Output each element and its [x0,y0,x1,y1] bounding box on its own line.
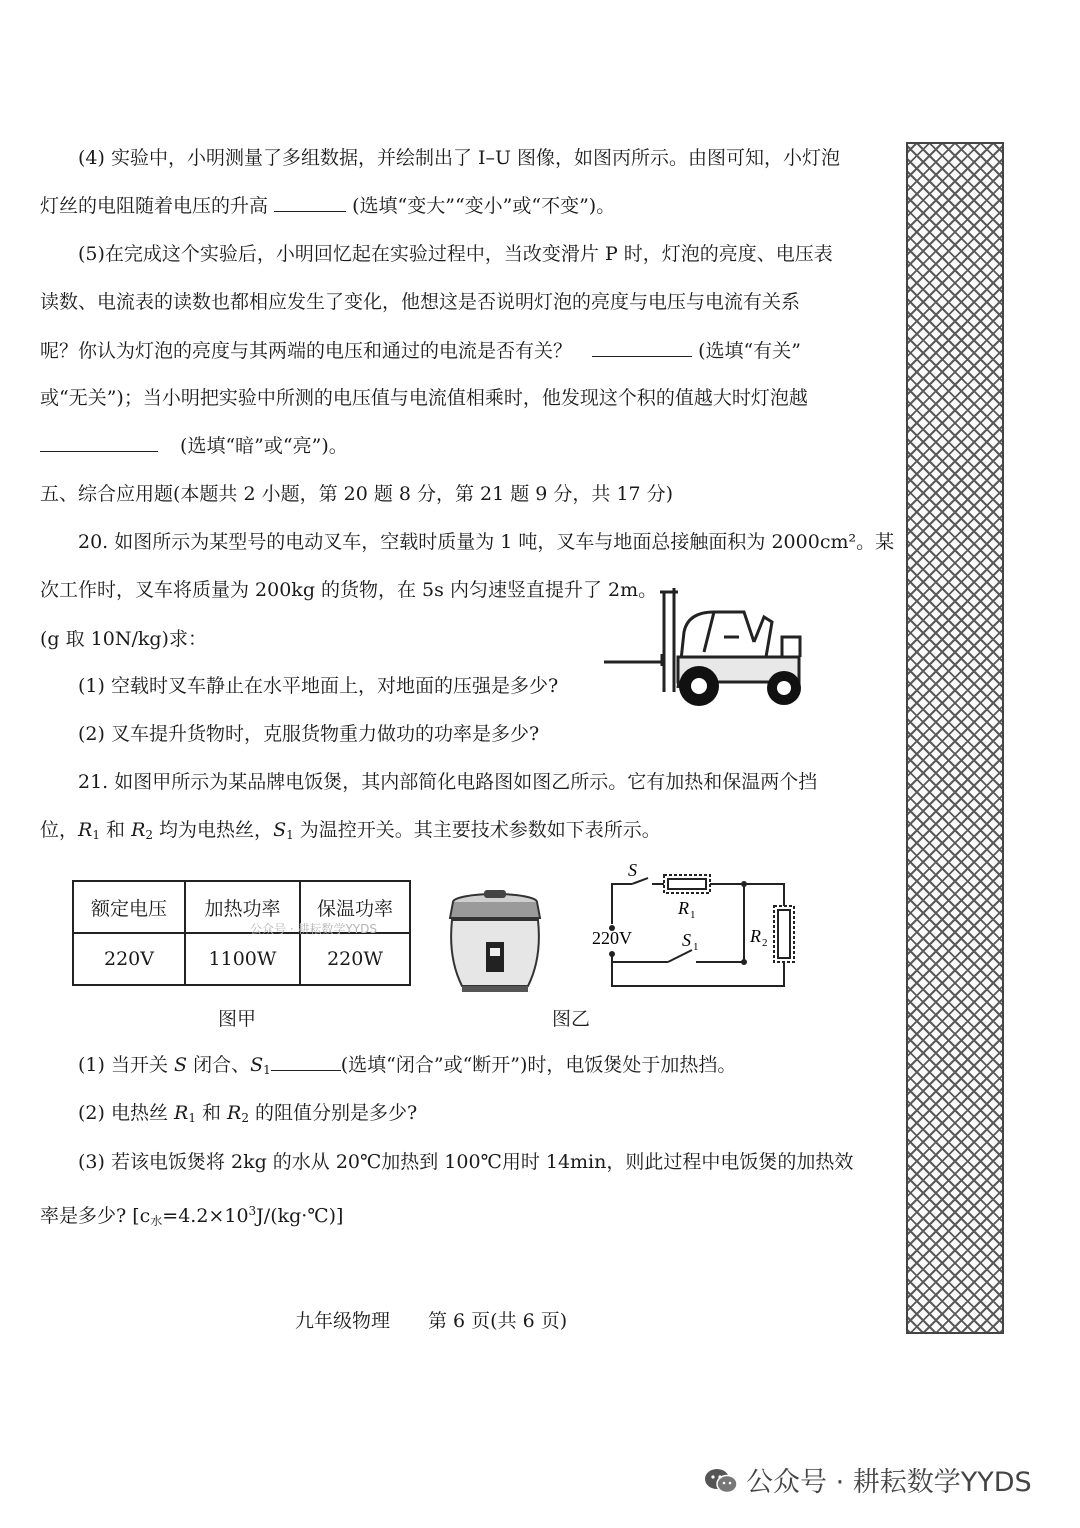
q19-p5-line4: 或“无关”)；当小明把实验中所测的电压值与电流值相乘时，他发现这个积的值越大时灯泡越 [40,387,808,409]
q21-text: 均为电热丝， [153,819,274,841]
r1-label: R [678,898,689,918]
q21-text: (1) 当开关 [78,1054,174,1076]
q19-p5-line1: (5)在完成这个实验后，小明回忆起在实验过程中，当改变滑片 P 时，灯泡的亮度、电压表 [78,243,833,265]
q21-text: (选填“闭合”或“断开”)时，电饭煲处于加热挡。 [340,1054,737,1076]
r-symbol: R [227,1102,242,1124]
q21-line1: 21. 如图甲所示为某品牌电饭煲，其内部简化电路图如图乙所示。它有加热和保温两个挡 [78,771,818,793]
s1-subscript: 1 [693,941,699,953]
r-symbol: R [78,819,93,841]
q21-text: J/(kg·℃)] [256,1205,344,1227]
r2-subscript: 2 [762,937,768,949]
r-symbol: R [174,1102,189,1124]
q21-text: 闭合、 [187,1054,251,1076]
q19-p4-text-a: 灯丝的电阻随着电压的升高 [40,195,269,217]
q21-text: 的阻值分别是多少? [249,1102,418,1124]
figure-caption-jia: 图甲 [218,1008,257,1030]
page-footer: 九年级物理 第 6 页(共 6 页) [295,1310,568,1332]
subscript: 2 [145,828,154,842]
answer-blank[interactable] [592,338,692,357]
subscript: 1 [92,828,100,842]
watermark-inline: 公众号 · 耕耘数学YYDS [250,922,377,936]
table-cell: 220W [300,933,410,985]
q21-sub1 [78,1052,736,1083]
q21-sub2 [78,1100,417,1131]
q21-text: 率是多少? [c [40,1205,151,1227]
figure-caption-yi: 图乙 [552,1008,591,1030]
decorative-border-strip [906,142,1004,1334]
r-symbol: R [131,819,146,841]
q21-text: =4.2×10 [162,1205,249,1227]
s-symbol: S [174,1054,188,1076]
s-symbol: S [250,1054,264,1076]
table-header: 加热功率 [185,881,300,933]
switch-s-label: S [628,860,637,880]
q19-p5-text-b: (选填“有关” [698,340,801,362]
q21-line2 [40,817,661,848]
q21-text: 和 [195,1102,228,1124]
q19-p4-text-b: (选填“变大”“变小”或“不变”)。 [352,195,616,217]
answer-blank[interactable] [40,433,158,452]
voltage-label: 220V [592,928,632,948]
wechat-icon [704,1467,738,1495]
q21-sub3-cont [40,1198,343,1234]
table-cell: 220V [73,933,185,985]
subscript: 水 [150,1214,163,1228]
subscript: 1 [263,1063,271,1077]
q21-text: 为温控开关。其主要技术参数如下表所示。 [293,819,661,841]
r1-subscript: 1 [690,909,696,921]
table-header: 保温功率 [300,881,410,933]
q19-p5-text-a: 呢？你认为灯泡的亮度与其两端的电压和通过的电流是否有关？ [40,340,573,362]
q20-line2: 次工作时，叉车将质量为 200kg 的货物，在 5s 内匀速竖直提升了 2m。 [40,579,658,601]
table-cell: 1100W [185,933,300,985]
watermark-bottom-text: 公众号 · 耕耘数学YYDS [746,1467,1032,1498]
q21-text: 和 [99,819,132,841]
table-row [73,933,410,985]
q19-p5-line3 [40,338,801,364]
q21-text: (2) 电热丝 [78,1102,174,1124]
switch-s1-label: S [682,930,691,950]
q19-p4-line1: (4) 实验中，小明测量了多组数据，并绘制出了 I–U 图像，如图丙所示。由图可知，小灯泡 [78,147,841,169]
q20-line3: (g 取 10N/kg)求： [40,628,207,650]
q19-p5-line2: 读数、电流表的读数也都相应发生了变化，他想这是否说明灯泡的亮度与电压与电流有关系 [40,291,801,313]
superscript: 3 [248,1204,257,1218]
q20-sub1: (1) 空载时叉车静止在水平地面上，对地面的压强是多少? [78,675,559,697]
q19-p5-text: (选填“暗”或“亮”)。 [180,435,348,457]
rice-cooker-image [440,888,550,996]
r2-label: R [750,926,761,946]
s-symbol: S [273,819,287,841]
answer-blank[interactable] [274,193,346,212]
watermark-bottom [704,1460,1032,1499]
q21-text: 位， [40,819,79,841]
q21-sub3: (3) 若该电饭煲将 2kg 的水从 20℃加热到 100℃用时 14min，则此过程中电饭煲的加热效 [78,1151,854,1173]
q19-p5-line5 [40,433,348,459]
q19-p4-line2 [40,193,615,219]
circuit-diagram [588,858,798,992]
forklift-image [604,582,816,710]
q20-sub2: (2) 叉车提升货物时，克服货物重力做功的功率是多少? [78,723,540,745]
subscript: 1 [188,1111,196,1125]
answer-blank[interactable] [271,1052,341,1071]
section-title: 五、综合应用题(本题共 2 小题，第 20 题 8 分，第 21 题 9 分，共 17 分) [40,483,674,505]
q20-line1: 20. 如图所示为某型号的电动叉车，空载时质量为 1 吨，叉车与地面总接触面积为 2000cm²。某 [78,531,895,553]
subscript: 2 [241,1111,249,1125]
subscript: 1 [286,828,294,842]
table-header: 额定电压 [73,881,185,933]
